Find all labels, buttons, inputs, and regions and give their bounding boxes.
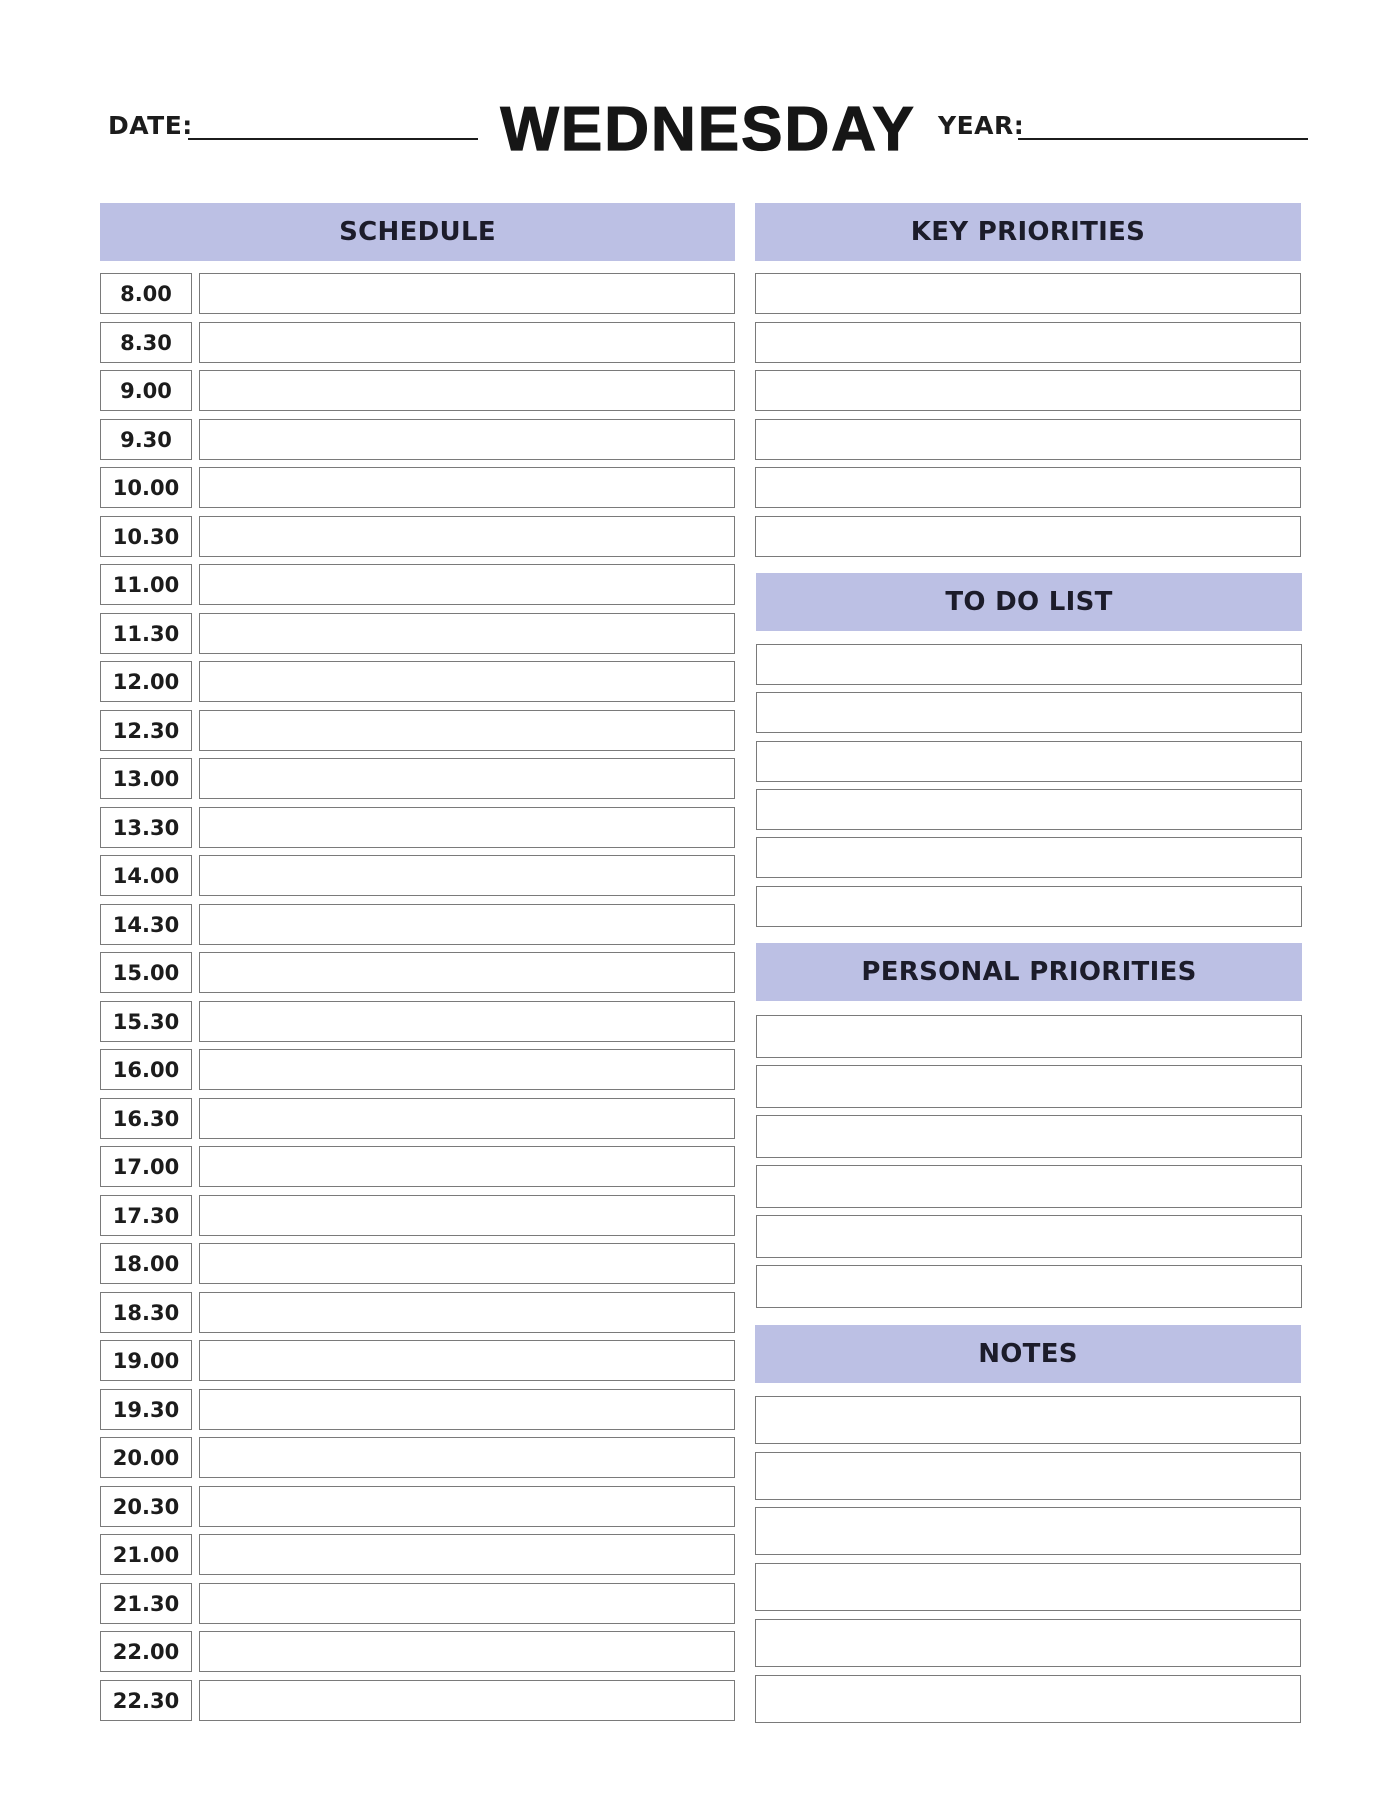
time-slot-label: 11.00 (100, 564, 192, 605)
schedule-entry-13-30[interactable] (199, 807, 735, 848)
schedule-entry-10-30[interactable] (199, 516, 735, 557)
day-title: WEDNESDAY (500, 95, 916, 164)
time-slot-label: 16.00 (100, 1049, 192, 1090)
schedule-entry-16-00[interactable] (199, 1049, 735, 1090)
schedule-entry-21-30[interactable] (199, 1583, 735, 1624)
schedule-entry-8-00[interactable] (199, 273, 735, 314)
schedule-entry-15-00[interactable] (199, 952, 735, 993)
schedule-entry-11-30[interactable] (199, 613, 735, 654)
schedule-entry-22-30[interactable] (199, 1680, 735, 1721)
schedule-entry-10-00[interactable] (199, 467, 735, 508)
personal-priority-row-1[interactable] (756, 1015, 1302, 1058)
notes-row-4[interactable] (755, 1563, 1301, 1611)
personal-priority-row-3[interactable] (756, 1115, 1302, 1158)
schedule-header: SCHEDULE (100, 203, 735, 261)
time-slot-label: 10.00 (100, 467, 192, 508)
time-slot-label: 19.30 (100, 1389, 192, 1430)
todo-row-6[interactable] (756, 886, 1302, 927)
schedule-entry-18-30[interactable] (199, 1292, 735, 1333)
notes-header: NOTES (755, 1325, 1301, 1383)
time-slot-label: 12.30 (100, 710, 192, 751)
personal-priorities-header: PERSONAL PRIORITIES (756, 943, 1302, 1001)
schedule-entry-12-00[interactable] (199, 661, 735, 702)
schedule-entry-15-30[interactable] (199, 1001, 735, 1042)
year-line[interactable] (1018, 138, 1308, 140)
schedule-entry-9-30[interactable] (199, 419, 735, 460)
schedule-entry-14-00[interactable] (199, 855, 735, 896)
schedule-entry-19-00[interactable] (199, 1340, 735, 1381)
notes-row-2[interactable] (755, 1452, 1301, 1500)
todo-row-2[interactable] (756, 692, 1302, 733)
time-slot-label: 14.30 (100, 904, 192, 945)
schedule-entry-19-30[interactable] (199, 1389, 735, 1430)
key-priority-row-2[interactable] (755, 322, 1301, 363)
todo-row-3[interactable] (756, 741, 1302, 782)
schedule-entry-16-30[interactable] (199, 1098, 735, 1139)
key-priority-row-1[interactable] (755, 273, 1301, 314)
personal-priority-row-2[interactable] (756, 1065, 1302, 1108)
schedule-entry-9-00[interactable] (199, 370, 735, 411)
notes-row-6[interactable] (755, 1675, 1301, 1723)
time-slot-label: 8.00 (100, 273, 192, 314)
notes-row-5[interactable] (755, 1619, 1301, 1667)
key-priority-row-3[interactable] (755, 370, 1301, 411)
schedule-entry-21-00[interactable] (199, 1534, 735, 1575)
todo-row-5[interactable] (756, 837, 1302, 878)
time-slot-label: 16.30 (100, 1098, 192, 1139)
time-slot-label: 15.30 (100, 1001, 192, 1042)
time-slot-label: 17.00 (100, 1146, 192, 1187)
time-slot-label: 20.30 (100, 1486, 192, 1527)
time-slot-label: 17.30 (100, 1195, 192, 1236)
key-priority-row-5[interactable] (755, 467, 1301, 508)
time-slot-label: 8.30 (100, 322, 192, 363)
schedule-entry-17-30[interactable] (199, 1195, 735, 1236)
time-slot-label: 9.30 (100, 419, 192, 460)
time-slot-label: 18.00 (100, 1243, 192, 1284)
notes-row-3[interactable] (755, 1507, 1301, 1555)
time-slot-label: 21.00 (100, 1534, 192, 1575)
schedule-entry-17-00[interactable] (199, 1146, 735, 1187)
date-line[interactable] (188, 138, 478, 140)
time-slot-label: 11.30 (100, 613, 192, 654)
todo-row-1[interactable] (756, 644, 1302, 685)
time-slot-label: 13.00 (100, 758, 192, 799)
schedule-entry-20-00[interactable] (199, 1437, 735, 1478)
time-slot-label: 12.00 (100, 661, 192, 702)
time-slot-label: 18.30 (100, 1292, 192, 1333)
schedule-entry-22-00[interactable] (199, 1631, 735, 1672)
time-slot-label: 9.00 (100, 370, 192, 411)
schedule-entry-11-00[interactable] (199, 564, 735, 605)
personal-priority-row-4[interactable] (756, 1165, 1302, 1208)
key-priority-row-4[interactable] (755, 419, 1301, 460)
time-slot-label: 10.30 (100, 516, 192, 557)
time-slot-label: 15.00 (100, 952, 192, 993)
time-slot-label: 22.00 (100, 1631, 192, 1672)
time-slot-label: 21.30 (100, 1583, 192, 1624)
year-label: YEAR: (938, 111, 1025, 140)
notes-row-1[interactable] (755, 1396, 1301, 1444)
personal-priority-row-5[interactable] (756, 1215, 1302, 1258)
schedule-entry-18-00[interactable] (199, 1243, 735, 1284)
date-label: DATE: (108, 111, 193, 140)
schedule-entry-12-30[interactable] (199, 710, 735, 751)
personal-priority-row-6[interactable] (756, 1265, 1302, 1308)
time-slot-label: 13.30 (100, 807, 192, 848)
time-slot-label: 19.00 (100, 1340, 192, 1381)
time-slot-label: 14.00 (100, 855, 192, 896)
key-priorities-header: KEY PRIORITIES (755, 203, 1301, 261)
schedule-entry-8-30[interactable] (199, 322, 735, 363)
key-priority-row-6[interactable] (755, 516, 1301, 557)
schedule-entry-13-00[interactable] (199, 758, 735, 799)
planner-header (108, 95, 1308, 164)
todo-row-4[interactable] (756, 789, 1302, 830)
time-slot-label: 20.00 (100, 1437, 192, 1478)
schedule-entry-14-30[interactable] (199, 904, 735, 945)
time-slot-label: 22.30 (100, 1680, 192, 1721)
todo-header: TO DO LIST (756, 573, 1302, 631)
schedule-entry-20-30[interactable] (199, 1486, 735, 1527)
